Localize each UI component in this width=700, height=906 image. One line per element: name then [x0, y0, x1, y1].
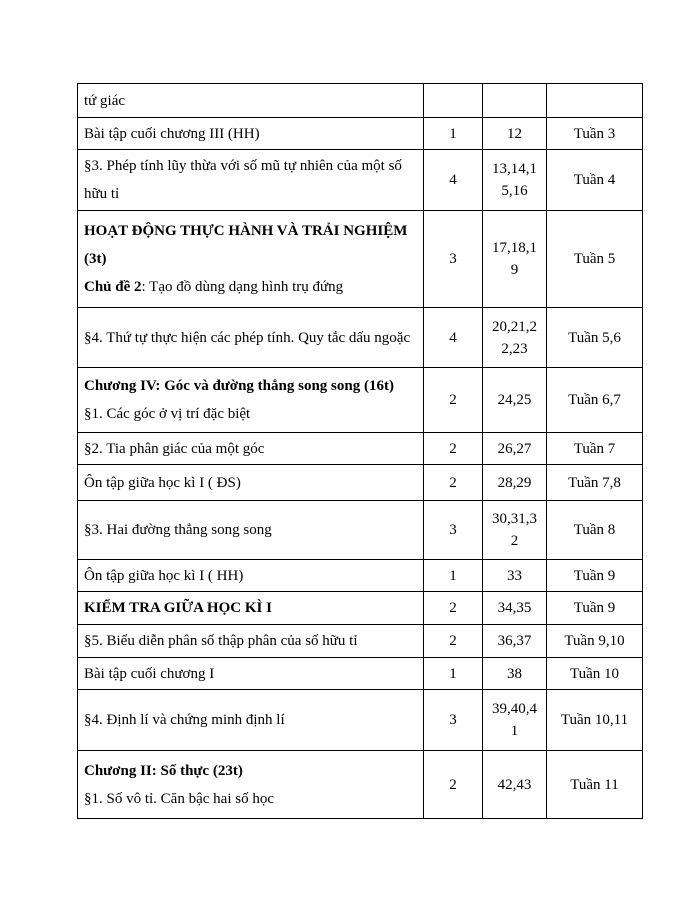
week-cell: Tuần 9 [547, 592, 643, 625]
lesson-number-cell: 42,43 [483, 751, 547, 819]
exam-heading: KIỂM TRA GIỮA HỌC KÌ I [84, 600, 272, 616]
lesson-number-cell: 28,29 [483, 465, 547, 501]
lesson-cell [78, 751, 424, 819]
lesson-cell [78, 501, 424, 560]
periods-cell: 3 [424, 501, 483, 560]
activity-heading: HOẠT ĐỘNG THỰC HÀNH VÀ TRẢI NGHIỆM (3t) [84, 223, 408, 267]
periods-cell: 2 [424, 368, 483, 433]
lesson-cell [78, 658, 424, 690]
lesson-cell [78, 592, 424, 625]
lesson-number-cell: 26,27 [483, 433, 547, 465]
table-row [78, 150, 643, 211]
periods-cell: 1 [424, 560, 483, 592]
periods-cell: 2 [424, 751, 483, 819]
week-cell: Tuần 8 [547, 501, 643, 560]
table-row [78, 658, 643, 690]
lesson-title: tứ giác [84, 92, 126, 109]
topic-label: Chủ đề 2 [84, 279, 142, 295]
lesson-title: §1. Số vô tỉ. Căn bậc hai số học [84, 790, 274, 807]
lesson-title: §3. Phép tính lũy thừa với số mũ tự nhiên của một số hữu tỉ [84, 158, 402, 202]
lesson-cell [78, 433, 424, 465]
table-row [78, 308, 643, 368]
week-cell: Tuần 3 [547, 118, 643, 150]
lesson-number-cell: 24,25 [483, 368, 547, 433]
lesson-cell [78, 211, 424, 308]
lesson-title: §4. Định lí và chứng minh định lí [84, 712, 285, 728]
week-cell: Tuần 10 [547, 658, 643, 690]
periods-cell: 2 [424, 465, 483, 501]
week-cell: Tuần 10,11 [547, 690, 643, 751]
teaching-plan-table [77, 83, 643, 819]
lesson-cell [78, 690, 424, 751]
lesson-cell [78, 118, 424, 150]
week-cell: Tuần 9,10 [547, 625, 643, 658]
lesson-cell [78, 84, 424, 118]
lesson-cell [78, 465, 424, 501]
lesson-number-cell [483, 84, 547, 118]
lesson-cell [78, 150, 424, 211]
week-cell: Tuần 6,7 [547, 368, 643, 433]
week-cell: Tuần 5 [547, 211, 643, 308]
lesson-title: Ôn tập giữa học kì I ( HH) [84, 567, 244, 584]
lesson-number-cell: 38 [483, 658, 547, 690]
lesson-cell [78, 625, 424, 658]
lesson-cell [78, 560, 424, 592]
table-row [78, 690, 643, 751]
lesson-title: §3. Hai đường thẳng song song [84, 522, 272, 538]
lesson-title: §1. Các góc ở vị trí đặc biệt [84, 406, 251, 422]
lesson-title: §2. Tia phân giác của một góc [84, 440, 265, 457]
lesson-title: §4. Thứ tự thực hiện các phép tính. Quy tắc dấu ngoặc [84, 329, 411, 346]
topic-text: : Tạo đồ dùng dạng hình trụ đứng [141, 279, 344, 295]
week-cell: Tuần 7 [547, 433, 643, 465]
periods-cell: 3 [424, 211, 483, 308]
lesson-title: Bài tập cuối chương III (HH) [84, 125, 260, 142]
lesson-cell [78, 368, 424, 433]
lesson-number-cell: 12 [483, 118, 547, 150]
table-row [78, 625, 643, 658]
chapter-heading: Chương IV: Góc và đường thẳng song song (16t) [84, 378, 394, 394]
table-row [78, 560, 643, 592]
table-row [78, 368, 643, 433]
week-cell: Tuần 9 [547, 560, 643, 592]
periods-cell [424, 84, 483, 118]
table-row [78, 211, 643, 308]
table-row [78, 751, 643, 819]
table-row [78, 465, 643, 501]
periods-cell: 2 [424, 625, 483, 658]
week-cell: Tuần 4 [547, 150, 643, 211]
lesson-cell [78, 308, 424, 368]
periods-cell: 1 [424, 118, 483, 150]
topic-line [84, 273, 417, 301]
table-row [78, 118, 643, 150]
periods-cell: 3 [424, 690, 483, 751]
lesson-title: Ôn tập giữa học kì I ( ĐS) [84, 474, 241, 491]
chapter-heading: Chương II: Số thực (23t) [84, 762, 243, 779]
lesson-number-cell: 39,40,41 [483, 690, 547, 751]
table-row [78, 501, 643, 560]
table-row [78, 433, 643, 465]
lesson-number-cell: 13,14,15,16 [483, 150, 547, 211]
lesson-title: §5. Biểu diễn phân số thập phân của số hữu tỉ [84, 633, 358, 649]
lesson-number-cell: 20,21,22,23 [483, 308, 547, 368]
lesson-number-cell: 33 [483, 560, 547, 592]
lesson-number-cell: 30,31,32 [483, 501, 547, 560]
periods-cell: 2 [424, 433, 483, 465]
lesson-number-cell: 17,18,19 [483, 211, 547, 308]
table-row [78, 84, 643, 118]
week-cell [547, 84, 643, 118]
week-cell: Tuần 7,8 [547, 465, 643, 501]
lesson-number-cell: 36,37 [483, 625, 547, 658]
week-cell: Tuần 5,6 [547, 308, 643, 368]
periods-cell: 2 [424, 592, 483, 625]
lesson-title: Bài tập cuối chương I [84, 665, 215, 682]
periods-cell: 4 [424, 150, 483, 211]
week-cell: Tuần 11 [547, 751, 643, 819]
periods-cell: 4 [424, 308, 483, 368]
lesson-number-cell: 34,35 [483, 592, 547, 625]
table-row [78, 592, 643, 625]
periods-cell: 1 [424, 658, 483, 690]
